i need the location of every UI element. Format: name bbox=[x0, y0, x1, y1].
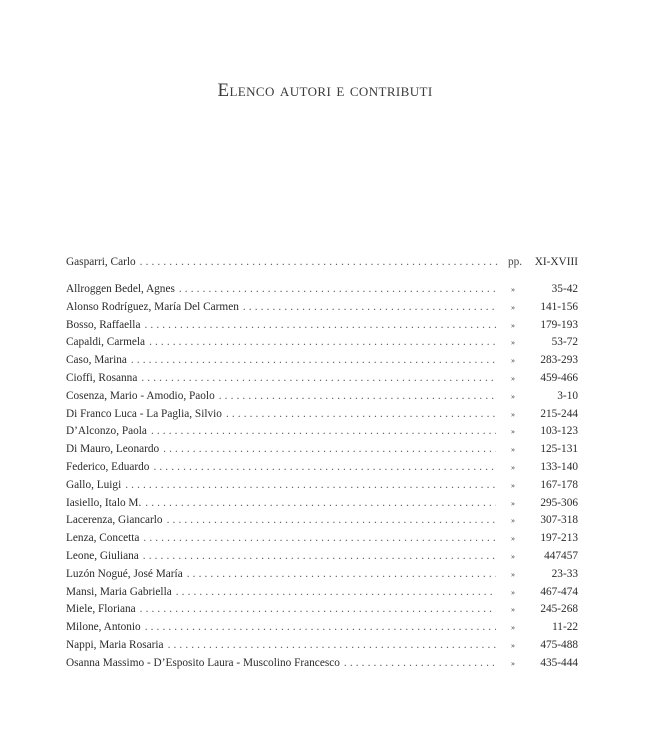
page-range: 245-268 bbox=[540, 603, 578, 616]
author-name: Gasparri, Carlo bbox=[66, 256, 136, 268]
toc-row bbox=[66, 370, 578, 388]
author-name: Iasiello, Italo M. bbox=[66, 496, 142, 509]
author-name: Lenza, Concetta bbox=[66, 532, 140, 545]
toc-list bbox=[66, 281, 578, 673]
toc-row bbox=[66, 601, 578, 619]
author-name: Lacerenza, Giancarlo bbox=[66, 514, 163, 527]
toc-row bbox=[66, 566, 578, 584]
toc-first-entry bbox=[66, 254, 578, 272]
author-name: Milone, Antonio bbox=[66, 621, 141, 634]
ditto-mark: » bbox=[511, 605, 515, 615]
ditto-mark: » bbox=[511, 480, 515, 490]
dot-leader bbox=[153, 459, 496, 477]
author-name: Cosenza, Mario - Amodio, Paolo bbox=[66, 389, 215, 402]
page-range: 179-193 bbox=[540, 318, 578, 331]
page-range: 459-466 bbox=[540, 371, 578, 384]
page-range: 23-33 bbox=[551, 567, 578, 580]
ditto-mark: » bbox=[511, 427, 515, 437]
page-range: 125-131 bbox=[540, 443, 578, 456]
author-name: Luzón Nogué, José María bbox=[66, 567, 183, 580]
page-range: 283-293 bbox=[540, 354, 578, 367]
toc-row bbox=[66, 459, 578, 477]
page-range: XI-XVIII bbox=[534, 256, 578, 268]
ditto-mark: » bbox=[511, 587, 515, 597]
toc-row bbox=[66, 423, 578, 441]
page-range: 447457 bbox=[544, 549, 578, 562]
author-name: Caso, Marina bbox=[66, 354, 127, 367]
toc-row bbox=[66, 637, 578, 655]
toc-row bbox=[66, 548, 578, 566]
dot-leader bbox=[176, 584, 496, 602]
ditto-mark: » bbox=[511, 516, 515, 526]
ditto-mark: » bbox=[511, 356, 515, 366]
toc-row bbox=[66, 299, 578, 317]
author-name: Miele, Floriana bbox=[66, 603, 136, 616]
toc-row bbox=[66, 388, 578, 406]
toc-row bbox=[66, 317, 578, 335]
author-name: Cioffi, Rosanna bbox=[66, 371, 138, 384]
toc-row bbox=[66, 655, 578, 673]
dot-leader bbox=[151, 423, 496, 441]
dot-leader bbox=[187, 566, 496, 584]
toc-row bbox=[66, 495, 578, 513]
toc-row bbox=[66, 477, 578, 495]
ditto-mark: » bbox=[511, 320, 515, 330]
page-range: 307-318 bbox=[540, 514, 578, 527]
dot-leader bbox=[163, 441, 496, 459]
author-name: D’Alconzo, Paola bbox=[66, 425, 147, 438]
dot-leader bbox=[145, 495, 496, 513]
toc-row bbox=[66, 584, 578, 602]
ditto-mark: » bbox=[511, 391, 515, 401]
ditto-mark: » bbox=[511, 462, 515, 472]
dot-leader bbox=[149, 334, 496, 352]
dot-leader bbox=[226, 406, 496, 424]
ditto-mark: » bbox=[511, 302, 515, 312]
page-range: 167-178 bbox=[540, 478, 578, 491]
dot-leader bbox=[125, 477, 496, 495]
dot-leader bbox=[167, 512, 496, 530]
author-name: Leone, Giuliana bbox=[66, 549, 139, 562]
ditto-mark: » bbox=[511, 445, 515, 455]
page-range: 467-474 bbox=[540, 585, 578, 598]
page-range: 435-444 bbox=[540, 656, 578, 669]
dot-leader bbox=[144, 317, 496, 335]
ditto-mark: » bbox=[511, 551, 515, 561]
author-name: Mansi, Maria Gabriella bbox=[66, 585, 172, 598]
author-name: Bosso, Raffaella bbox=[66, 318, 141, 331]
dot-leader bbox=[143, 530, 496, 548]
dot-leader bbox=[131, 352, 496, 370]
ditto-mark: » bbox=[511, 658, 515, 668]
dot-leader bbox=[344, 655, 496, 673]
page-range: 11-22 bbox=[552, 621, 578, 634]
author-name: Allroggen Bedel, Agnes bbox=[66, 283, 175, 295]
dot-leader bbox=[140, 601, 496, 619]
pages-abbreviation: pp. bbox=[507, 256, 523, 268]
ditto-mark: » bbox=[511, 640, 515, 650]
page-range: 3-10 bbox=[557, 389, 578, 402]
author-name: Alonso Rodríguez, María Del Carmen bbox=[66, 300, 239, 313]
dot-leader bbox=[219, 388, 496, 406]
dot-leader bbox=[179, 281, 496, 299]
dot-leader bbox=[141, 370, 496, 388]
toc-row bbox=[66, 441, 578, 459]
page-range: 215-244 bbox=[540, 407, 578, 420]
page-range: 295-306 bbox=[540, 496, 578, 509]
toc-row bbox=[66, 352, 578, 370]
page-range: 141-156 bbox=[540, 300, 578, 313]
ditto-mark: » bbox=[511, 338, 515, 348]
dot-leader bbox=[140, 254, 500, 272]
author-name: Osanna Massimo - D’Esposito Laura - Muscolino Francesco bbox=[66, 656, 340, 669]
ditto-mark: » bbox=[511, 498, 515, 508]
ditto-mark: » bbox=[511, 409, 515, 419]
page-title: Elenco autori e contributi bbox=[217, 80, 433, 101]
author-name: Gallo, Luigi bbox=[66, 478, 122, 491]
page-range: 475-488 bbox=[540, 638, 578, 651]
ditto-mark: » bbox=[511, 285, 515, 294]
toc-row bbox=[66, 406, 578, 424]
author-name: Capaldi, Carmela bbox=[66, 336, 146, 349]
toc-row bbox=[66, 334, 578, 352]
dot-leader bbox=[243, 299, 496, 317]
ditto-mark: » bbox=[511, 623, 515, 633]
dot-leader bbox=[143, 548, 496, 566]
author-name: Di Mauro, Leonardo bbox=[66, 443, 160, 456]
dot-leader bbox=[168, 637, 496, 655]
ditto-mark: » bbox=[511, 534, 515, 544]
page-range: 197-213 bbox=[540, 532, 578, 545]
toc-row bbox=[66, 530, 578, 548]
page-range: 53-72 bbox=[551, 336, 578, 349]
dot-leader bbox=[145, 619, 496, 637]
toc-row bbox=[66, 281, 578, 299]
page-range: 35-42 bbox=[551, 283, 578, 295]
toc-row bbox=[66, 254, 578, 272]
ditto-mark: » bbox=[511, 569, 515, 579]
toc-row bbox=[66, 619, 578, 637]
page-range: 133-140 bbox=[540, 460, 578, 473]
author-name: Di Franco Luca - La Paglia, Silvio bbox=[66, 407, 222, 420]
toc-row bbox=[66, 512, 578, 530]
author-name: Nappi, Maria Rosaria bbox=[66, 638, 164, 651]
page-range: 103-123 bbox=[540, 425, 578, 438]
ditto-mark: » bbox=[511, 373, 515, 383]
author-name: Federico, Eduardo bbox=[66, 460, 150, 473]
